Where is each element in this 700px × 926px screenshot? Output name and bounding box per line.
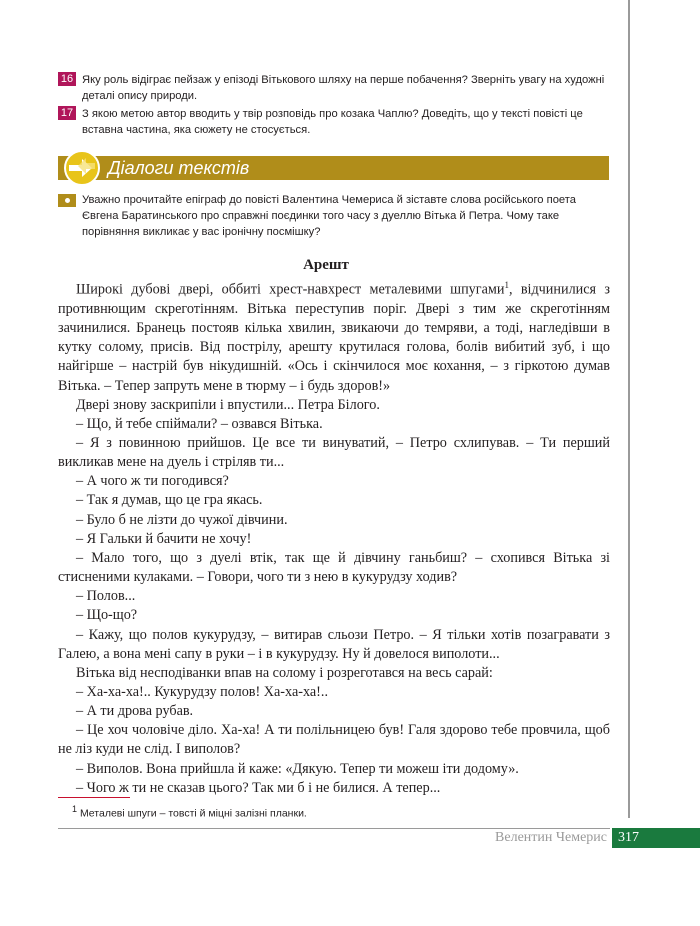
task-text: З якою метою автор вводить у твір розповідь про козака Чаплю? Доведіть, що у тексті повісті це вставна частина, яка сюжету не стосується. [82, 108, 583, 136]
paragraph: Двері знову заскрипіли і впустили... Петра Білого. [76, 396, 380, 413]
margin-rule [628, 0, 630, 818]
assignment [58, 192, 614, 240]
footnote-mark: 1 [72, 804, 78, 814]
task-text: Яку роль відіграє пейзаж у епізоді Вітькового шляху на перше побачення? Зверніть увагу на художні деталі опису природи. [82, 74, 605, 102]
dialog-arrows-icon [62, 149, 102, 187]
task-number: 16 [58, 72, 76, 86]
task-17 [58, 106, 614, 138]
story-title: Арешт [303, 257, 349, 273]
page-number: 317 [612, 828, 700, 848]
paragraph: – Полов... [76, 588, 136, 605]
paragraph: – Чого ж ти не сказав цього? Так ми б і не билися. А тепер... [76, 779, 441, 796]
footnote-ref: 1 [504, 280, 509, 290]
paragraph: – А чого ж ти погодився? [76, 473, 229, 490]
paragraph: – Мало того, що з дуелі втік, так ще й дівчину ганьбиш? – схопився Вітька зі стисненими кулаками. – Говори, чого ти з нею в кукурудзу ходив? [58, 549, 610, 586]
paragraph: – Було б не лізти до чужої дівчини. [76, 511, 288, 528]
story-text [58, 276, 610, 798]
bullet-icon [58, 194, 76, 207]
running-footer-author: Велентин Чемерис [495, 830, 607, 845]
section-title: Діалоги текстів [108, 158, 250, 178]
paragraph: – Що-що? [76, 607, 138, 624]
paragraph: – Я Гальки й бачити не хочу! [76, 530, 252, 547]
paragraph: – Це хоч чоловіче діло. Ха-ха! А ти полільницею був! Галя здорово тебе провчила, щоб не ліз куди не слід. І виполов? [58, 722, 610, 758]
footnote [72, 804, 307, 820]
paragraph: Вітька від несподіванки впав на солому і розреготався на весь сарай: [76, 664, 493, 681]
paragraph: – Кажу, що полов кукурудзу, – витирав сльози Петро. – Я тільки хотів позагравати з Галею, а вона мені сапу в руки – і в кукурудзу. Ну й довелося виполоти... [58, 626, 610, 662]
paragraph: – Виполов. Вона прийшла й каже: «Дякую. Тепер ти можеш іти додому». [76, 760, 519, 777]
assignment-text: Уважно прочитайте епіграф до повісті Валентина Чемериса й зіставте слова російського поета Євгена Баратинського про справжні поєдинки того часу з дуеллю Вітька й Петра. Чому таке порівняння викликає у вас іронічну посмішку? [82, 194, 576, 238]
footnote-rule [58, 797, 130, 798]
paragraph: – Ха-ха-ха!.. Кукурудзу полов! Ха-ха-ха!.. [76, 684, 328, 701]
section-banner [58, 156, 609, 180]
paragraph: – Так я думав, що це гра якась. [76, 492, 263, 509]
footnote-text: Металеві шпуги – товсті й міцні залізні планки. [79, 807, 307, 820]
task-number: 17 [58, 106, 76, 120]
paragraph: – А ти дрова рубав. [76, 703, 194, 720]
task-16 [58, 72, 614, 104]
paragraph: Широкі дубові двері, оббиті хрест-навхрест металевими шпугами$^1$, відчинилися з противнющим скреготінням. Вітька переступив поріг. Двері з тим же скреготінням зачинилися. Бранець постояв кілька хвилин, звикаючи до темряви, а тоді, нагледівши в кутку солому, присів. Від пострілу, арешту крутилася голова, болів вибитий зуб, і що найгірше – настрій був нікудишній. «Ось і скінчилося моє кохання, – з гіркотою думав Вітька. – Тепер запруть мене в тюрму – і будь здоров!» [58, 280, 610, 394]
paragraph: – Що, й тебе спіймали? – озвався Вітька. [76, 415, 323, 432]
paragraph: – Я з повинною прийшов. Це все ти винуватий, – Петро схлипував. – Ти перший викликав мене на дуель і стріляв ти... [58, 434, 610, 471]
